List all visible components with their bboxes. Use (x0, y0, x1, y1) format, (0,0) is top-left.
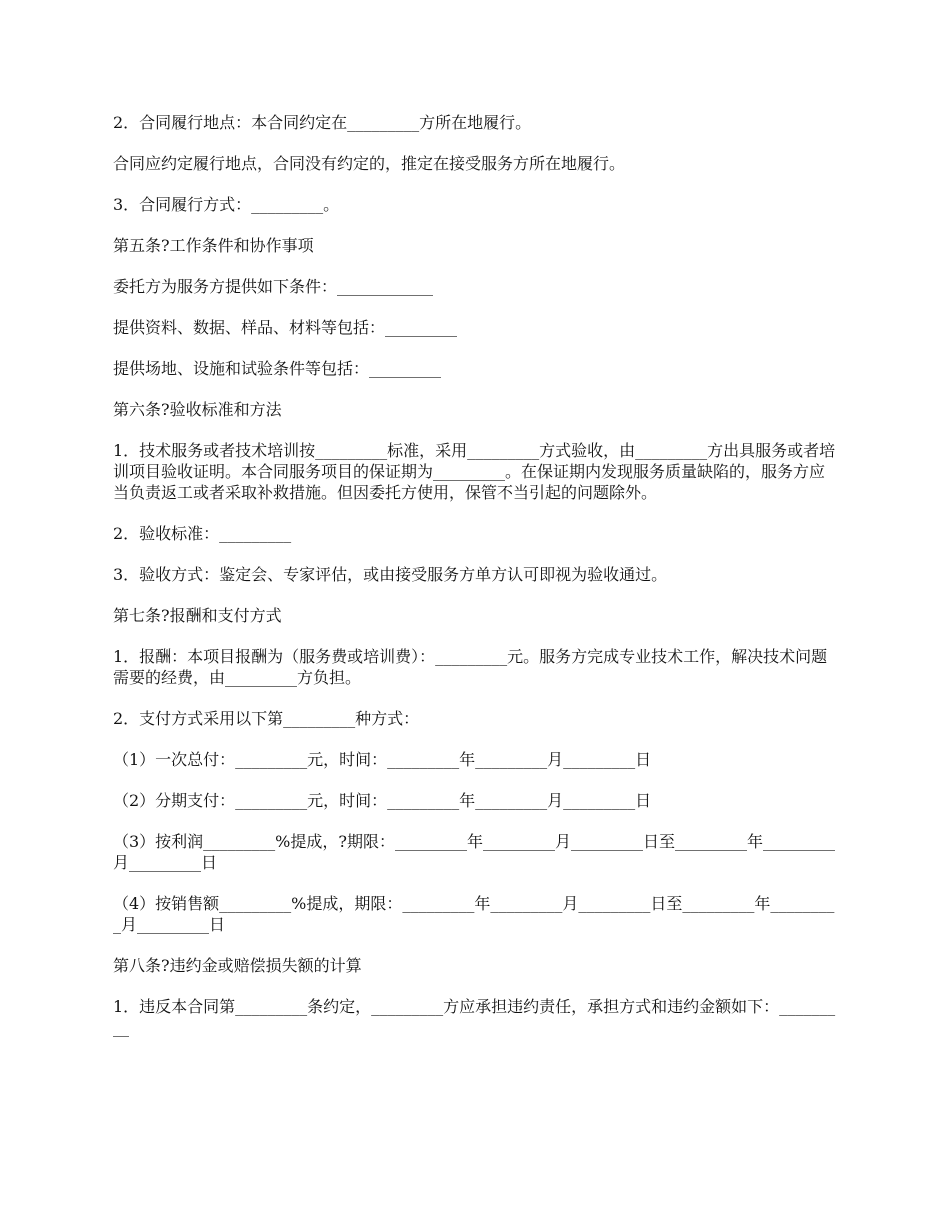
clause-remuneration: 1．报酬：本项目报酬为（服务费或培训费）：_________元。服务方完成专业技术工作，解决技术问题需要的经费，由_________方负担。 (113, 647, 828, 687)
article-6-heading: 第六条?验收标准和方法 (113, 400, 282, 419)
performance-place-note: 合同应约定履行地点，合同没有约定的，推定在接受服务方所在地履行。 (113, 154, 626, 173)
clause-acceptance-method: 3．验收方式：鉴定会、专家评估，或由接受服务方单方认可即视为验收通过。 (113, 565, 668, 584)
clause-payment-method: 2．支付方式采用以下第_________种方式： (113, 709, 420, 728)
clause-materials: 提供资料、数据、样品、材料等包括：_________ (113, 318, 458, 337)
clause-acceptance-standard: 2．验收标准：_________ (113, 524, 292, 543)
payment-option-lump-sum: （1）一次总付：_________元，时间：_________年_________月_________日 (113, 750, 652, 769)
clause-client-conditions: 委托方为服务方提供如下条件：____________ (113, 277, 434, 296)
clause-performance-method: 3．合同履行方式：_________。 (113, 195, 340, 214)
article-5-heading: 第五条?工作条件和协作事项 (113, 236, 314, 255)
clause-breach-liability: 1．违反本合同第_________条约定，_________方应承担违约责任，承担方式和违约金额如下：_________ (113, 997, 836, 1037)
clause-performance-place: 2．合同履行地点：本合同约定在_________方所在地履行。 (113, 113, 532, 132)
payment-option-installments: （2）分期支付：_________元，时间：_________年_________月_________日 (113, 791, 652, 810)
article-7-heading: 第七条?报酬和支付方式 (113, 606, 282, 625)
payment-option-sales-share: （4）按销售额_________%提成，期限：_________年_________月_________日至_________年_________月_________日 (113, 894, 835, 934)
payment-option-profit-share: （3）按利润_________%提成，?期限：_________年_________月_________日至_________年_________月_________日 (113, 832, 835, 872)
document-body (113, 112, 840, 1058)
article-8-heading: 第八条?违约金或赔偿损失额的计算 (113, 956, 362, 975)
clause-facilities: 提供场地、设施和试验条件等包括：_________ (113, 359, 442, 378)
clause-acceptance-procedure: 1．技术服务或者技术培训按_________标准，采用_________方式验收，由_________方出具服务或者培训项目验收证明。本合同服务项目的保证期为_________。在保证期内发现服务质量缺陷的，服务方应当负责返工或者采取补救措施。但因委托方使用，保管不当引起的问题除外。 (113, 441, 836, 502)
